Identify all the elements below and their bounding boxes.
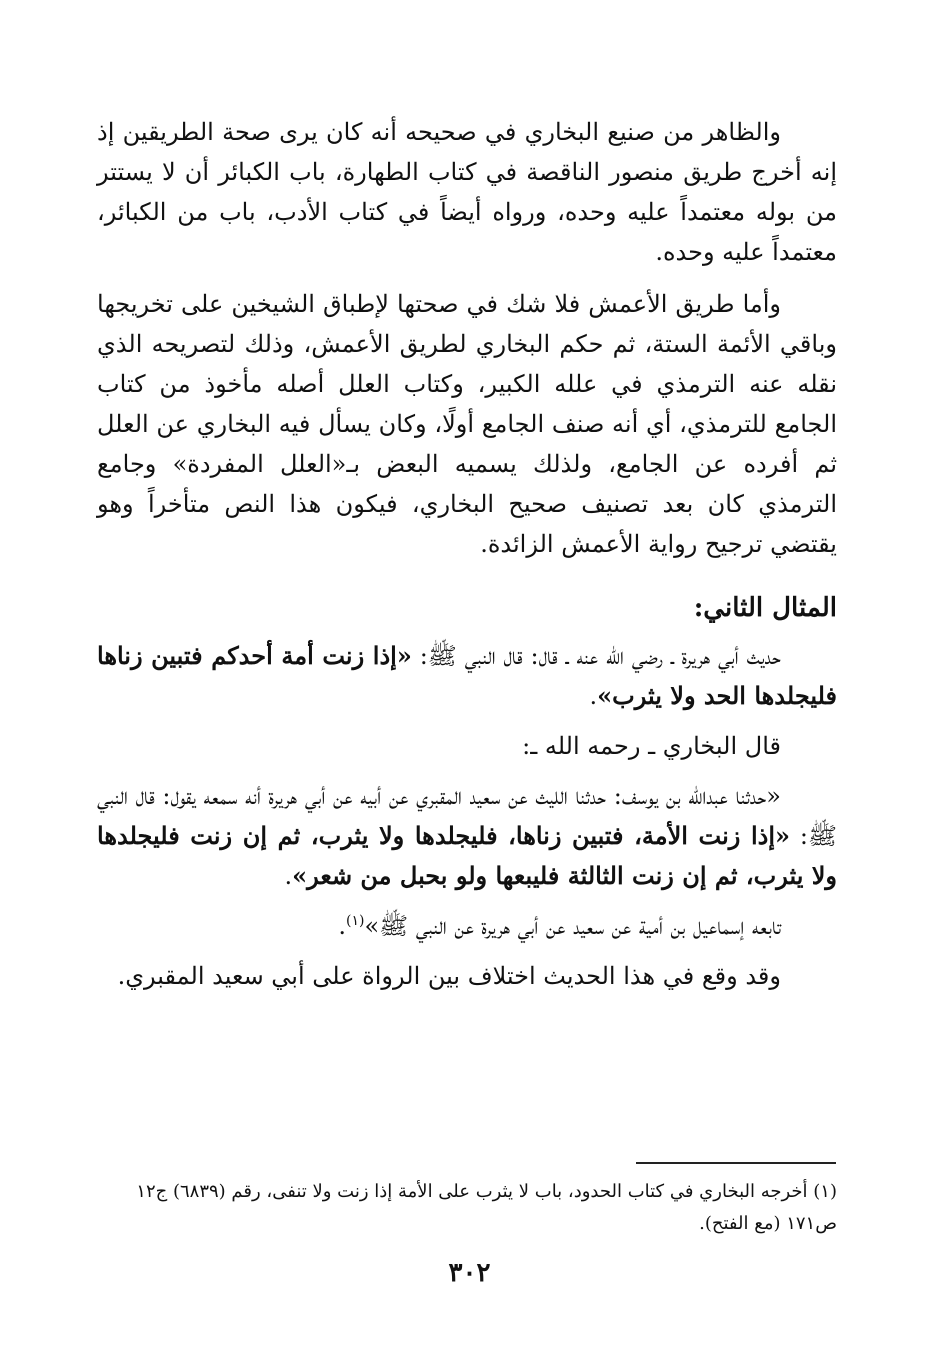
section-heading: المثال الثاني: bbox=[693, 593, 837, 623]
paragraph-follow-up bbox=[97, 906, 837, 946]
footnote-marker: (١) bbox=[346, 913, 365, 929]
hadith-chain-text: «حدثنا عبدالله بن يوسف: حدثنا الليث عن سعيد المقبري عن أبيه عن أبي هريرة أنه سمعه يقول: قال النبي ﷺ: bbox=[97, 782, 837, 850]
page-number: ٣٠٢ bbox=[448, 1258, 491, 1288]
hadith-intro-end: . bbox=[589, 682, 598, 710]
paragraph-hadith-intro bbox=[97, 636, 837, 716]
paragraph-narrator-disagreement: وقد وقع في هذا الحديث اختلاف بين الرواة على أبي سعيد المقبري. bbox=[117, 962, 781, 990]
paragraph-bukhari-opinion: والظاهر من صنيع البخاري في صحيحه أنه كان يرى صحة الطريقين إذ إنه أخرج طريق منصور الناقصة في كتاب الطهارة، باب الكبائر أن لا يستتر من بوله معتمداً عليه وحده، ورواه أيضاً في كتاب الأدب، باب من الكبائر، معتمداً عليه وحده. bbox=[97, 118, 837, 266]
follow-up-end: . bbox=[338, 912, 346, 940]
follow-up-text: تابعه إسماعيل بن أمية عن سعيد عن أبي هريرة عن النبي ﷺ» bbox=[364, 912, 781, 940]
paragraph-hadith-chain bbox=[97, 776, 837, 896]
page-body bbox=[97, 112, 837, 1006]
hadith-intro-quote: «إذا زنت أمة أحدكم فتبين زناها فليجلدها الحد ولا يثرب» bbox=[97, 641, 837, 710]
paragraph-amash-route: وأما طريق الأعمش فلا شك في صحتها لإطباق الشيخين على تخريجها وباقي الأئمة الستة، ثم حكم البخاري لطريق الأعمش، وذلك لتصريحه الذي نقله عنه الترمذي في علله الكبير، وكتاب العلل أصله مأخوذ من كتاب الجامع للترمذي، أي أنه صنف الجامع أولًا، وكان يسأل فيه البخاري عن العلل ثم أفرده عن الجامع، ولذلك يسميه البعض بـ«العلل المفردة» وجامع الترمذي كان بعد تصنيف صحيح البخاري، فيكون هذا النص متأخراً وهو يقتضي ترجيح رواية الأعمش الزائدة. bbox=[97, 290, 837, 558]
hadith-chain-end: . bbox=[284, 862, 293, 890]
hadith-intro-text: حديث أبي هريرة ـ رضي الله عنه ـ قال: قال النبي ﷺ: bbox=[411, 642, 782, 670]
footnote-text: (١) أخرجه البخاري في كتاب الحدود، باب لا يثرب على الأمة إذا زنت ولا تنفى، رقم (٦٨٣٩) ج١٢ ص١٧١ (مع الفتح). bbox=[136, 1181, 837, 1234]
hadith-chain-quote: «إذا زنت الأمة، فتبين زناها، فليجلدها ولا يثرب، ثم إن زنت فليجلدها ولا يثرب، ثم إن زنت الثالثة فليبعها ولو بحبل من شعر» bbox=[97, 821, 837, 890]
paragraph-bukhari-said: قال البخاري ـ رحمه الله ـ: bbox=[522, 732, 781, 760]
footnote-section bbox=[97, 1176, 837, 1240]
footnote-divider bbox=[636, 1162, 836, 1164]
